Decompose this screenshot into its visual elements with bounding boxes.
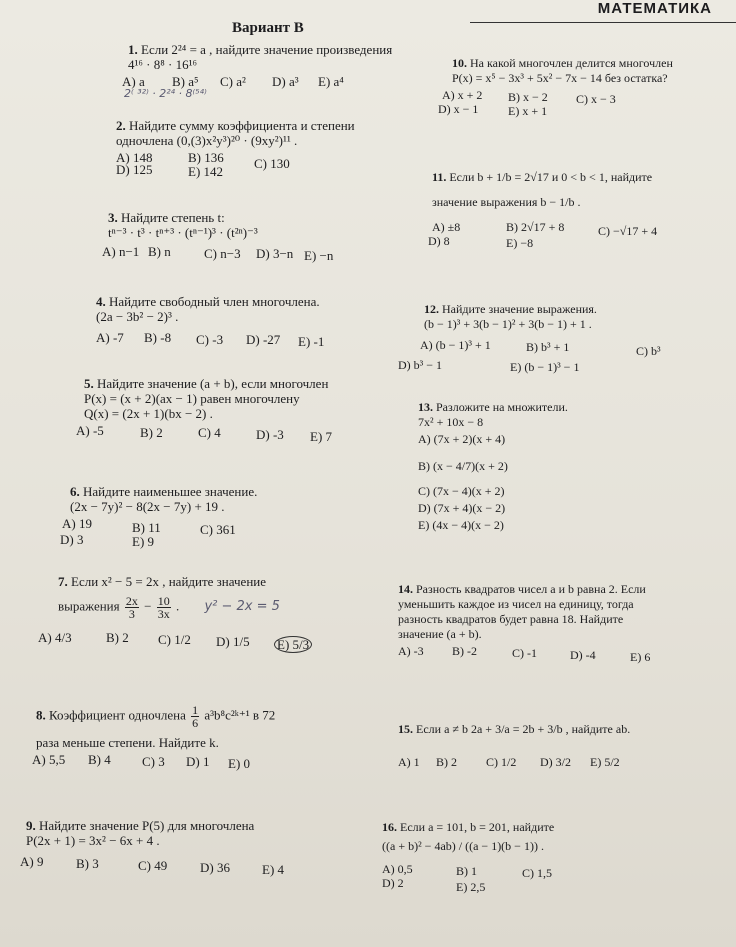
question-4: 4. Найдите свободный член многочлена. (2a − 3b² − 2)³ . A) -7 B) -8 C) -3 D) -27 E) -1 xyxy=(96,294,325,349)
question-3: 3. Найдите степень t: tⁿ⁻³ · t³ · tⁿ⁺³ · (tⁿ⁻¹)³ · (t²ⁿ)⁻³ A) n−1 B) n C) n−3 D) 3−n E) −n xyxy=(102,210,334,263)
question-12: 12. Найдите значение выражения. (b − 1)³ + 3(b − 1)² + 3(b − 1) + 1 . A) (b − 1)³ + 1 B) b³ + 1 C) b³ D) b³ − 1 E) (b − 1)³ − 1 xyxy=(398,302,661,374)
question-9: 9. Найдите значение P(5) для многочлена P(2x + 1) = 3x² − 6x + 4 . A) 9 B) 3 C) 49 D) 36 E) 4 xyxy=(20,818,285,877)
question-14: 14. Разность квадратов чисел a и b равна 2. Если уменьшить каждое из чисел на единицу, тогда разность квадратов будет равна 18. Найдите значение (a + b). A) -3 B) -2 C) -1 D) -4 E) 6 xyxy=(398,582,651,664)
fraction-1-over-6: $\frac{1}{6}$ xyxy=(192,703,199,730)
fraction-10-over-3x: $\frac{10}{3x}$ xyxy=(157,594,170,621)
question-5: 5. Найдите значение (a + b), если многочлен P(x) = (x + 2)(ax − 1) равен многочлену Q(x) = (2x + 1)(bx − 2) . A) -5 B) 2 C) 4 D) -3 E) 7 xyxy=(76,376,333,444)
question-10: 10. На какой многочлен делится многочлен P(x) = x⁵ − 3x³ + 5x² − 7x − 14 без остатка? A) x + 2 B) x − 2 C) x − 3 D) x − 1 E) x + 1 xyxy=(438,56,673,118)
circled-answer: E) 5/3 xyxy=(274,636,312,653)
question-8: 8. Коэффициент одночлена $\frac{1}{6}$ a³b⁸c²ᵏ⁺¹ в 72 раза меньше степени. Найдите k. A) 5,5 B) 4 C) 3 D) 1 E) 0 xyxy=(32,703,276,771)
question-11: 11. Если b + 1/b = 2√17 и 0 < b < 1, найдите значение выражения b − 1/b . A) ±8 B) 2√17 + 8 C) −√17 + 4 D) 8 E) −8 xyxy=(428,170,658,250)
question-7: 7. Если x² − 5 = 2x , найдите значение выражения $\frac{2x}{3}$ − $\frac{10}{3x}$ . y² − 2x = 5 A) 4/3 B) 2 C) 1/2 D) 1/5 E) 5/3 xyxy=(58,574,398,658)
question-13: 13. Разложите на множители. 7x² + 10x − 8 A) (7x + 2)(x + 4) B) (x − 4/7)(x + 2) C) (7x − 4)(x + 2) D) (7x + 4)(x − 2) E) (4x − 4)(x − 2) xyxy=(418,400,568,532)
question-2: 2. Найдите сумму коэффициента и степени одночлена (0,(3)x²y³)²⁰ · (9xy²)¹¹ . A) 148 B) 136 C) 130 D) 125 E) 142 xyxy=(116,118,355,179)
question-6: 6. Найдите наименьшее значение. (2x − 7y)² − 8(2x − 7y) + 19 . A) 19 B) 11 C) 361 D) 3 E) 9 xyxy=(60,484,258,549)
variant-title: Вариант В xyxy=(232,20,304,36)
question-16: 16. Если a = 101, b = 201, найдите ((a + b)² − 4ab) / ((a − 1)(b − 1)) . A) 0,5 B) 1 C) 1,5 D) 2 E) 2,5 xyxy=(382,820,555,894)
subject-title: МАТЕМАТИКА xyxy=(597,0,712,17)
header-rule xyxy=(470,22,736,23)
fraction-2x-over-3: $\frac{2x}{3}$ xyxy=(125,594,138,621)
question-15: 15. Если a ≠ b 2a + 3/a = 2b + 3/b , найдите ab. A) 1 B) 2 C) 1/2 D) 3/2 E) 5/2 xyxy=(398,722,631,769)
question-1: 1. Если 2²⁴ = a , найдите значение произведения 4¹⁶ · 8⁸ · 16¹⁶ A) a B) a⁵ C) a² D) a³ E) a⁴ 2⁽ ³²⁾ · 2²⁴ · 8⁽⁵⁴⁾ xyxy=(122,42,393,100)
